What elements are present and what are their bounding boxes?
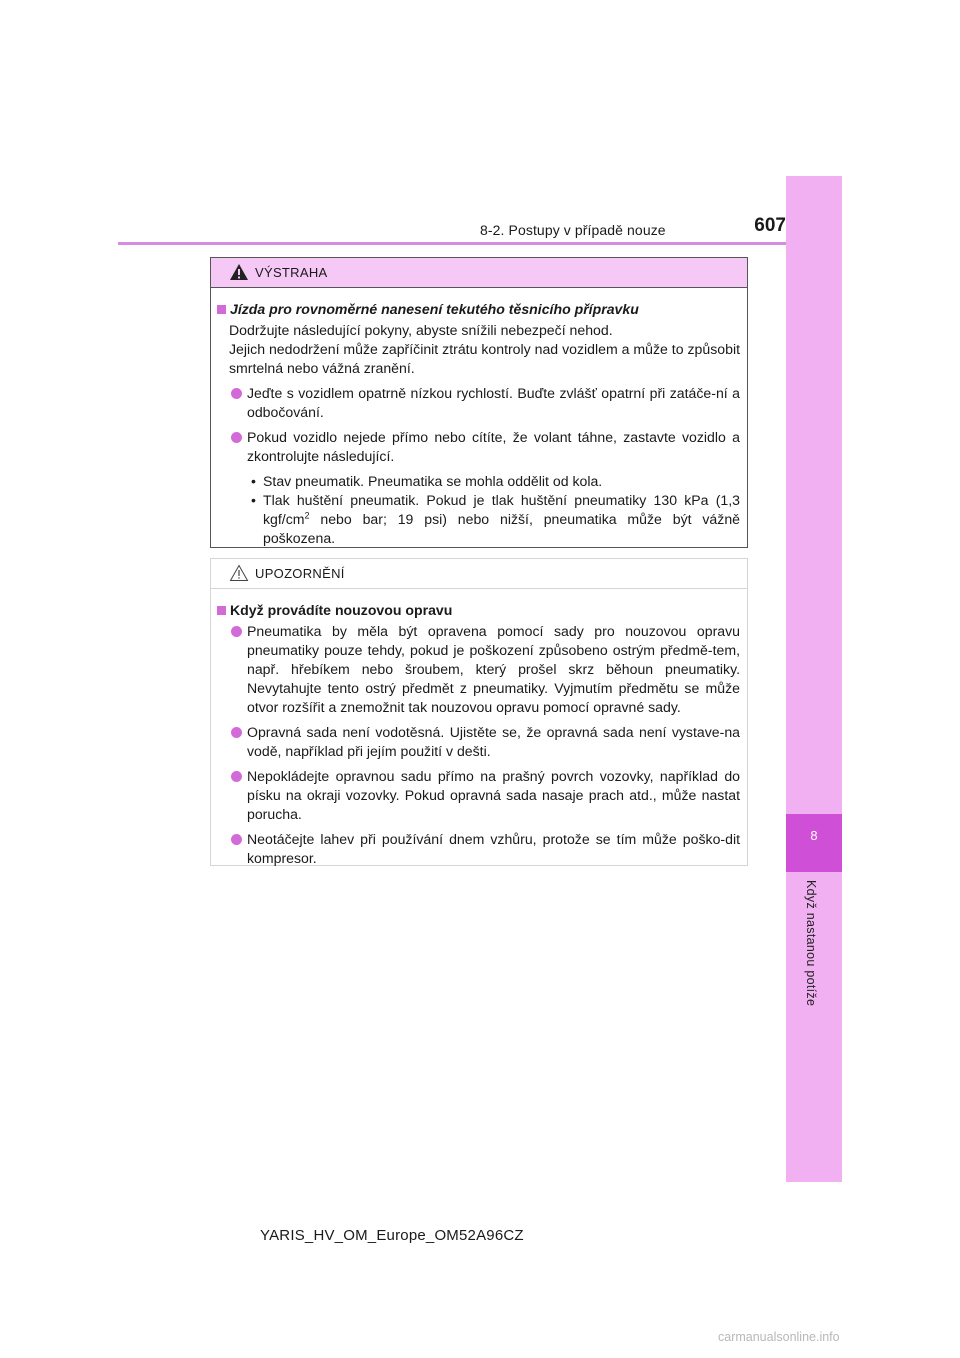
round-bullet-icon [231,432,242,443]
warning-content [211,288,747,548]
caution-content [211,589,747,868]
sub-list-item: • Stav pneumatik. Pneumatika se mohla oddělit od kola. [251,473,603,489]
list-item: Opravná sada není vodotěsná. Ujistěte se, že opravná sada není vystave-na vodě, například při jejím použití v dešti. [217,723,740,761]
list-item: Nepokládejte opravnou sadu přímo na prašný povrch vozovky, například do písku na okraji vozovky. Pokud opravná sada nasaje prach atd., může nastat porucha. [217,767,740,824]
caution-box [210,558,748,866]
warning-paragraph: Dodržujte následující pokyny, abyste snížili nebezpečí nehod. [229,322,613,338]
chapter-side-tab [786,176,842,1182]
list-item: Jeďte s vozidlem opatrně nízkou rychlostí. Buďte zvlášť opatrní při zatáče-ní a odbočování. [217,384,740,422]
section-title: 8-2. Postupy v případě nouze [480,222,666,238]
warning-triangle-icon [229,263,249,281]
caution-label: UPOZORNĚNÍ [255,566,345,581]
round-bullet-icon [231,727,242,738]
caution-triangle-outline-icon [229,564,249,582]
warning-header [211,258,747,288]
watermark: carmanualsonline.info [718,1330,840,1344]
warning-label: VÝSTRAHA [255,265,328,280]
warning-box [210,257,748,548]
warning-section-title: Jízda pro rovnoměrné nanesení tekutého těsnicího přípravku [217,300,740,319]
list-item: Pneumatika by měla být opravena pomocí sady pro nouzovou opravu pneumatiky pouze tehdy, pokud je poškození způsobeno ostrým předmě-tem, např. hřebíkem nebo šroubem, který prošel skrz běhoun pneumatiky. Nevytahujte tento ostrý předmět z pneumatiky. Vyjmutím předmětu se může otvor rozšířit a znemožnit tak nouzovou opravu pomocí opravné sady. [217,622,740,717]
caution-header [211,559,747,589]
round-bullet-icon [231,388,242,399]
round-bullet-icon [231,771,242,782]
list-item: Neotáčejte lahev při používání dnem vzhůru, protože se tím může pоško-dit kompresor. [217,830,740,868]
list-item: Pokud vozidlo nejede přímo nebo cítíte, že volant táhne, zastavte vozidlo a zkontrolujte následující. [217,428,740,466]
dot-bullet-icon: • [251,473,256,489]
square-bullet-icon [217,606,226,615]
chapter-title: Když nastanou potíže [804,880,818,1007]
chapter-number: 8 [810,828,818,843]
chapter-tab-active[interactable] [786,814,842,872]
square-bullet-icon [217,305,226,314]
page-number: 607 [754,215,786,236]
caution-section-title: Když provádíte nouzovou opravu [217,601,740,620]
warning-paragraph: Jejich nedodržení může zapříčinit ztrátu kontroly nad vozidlem a může to způsobit smrtelná nebo vážná zranění. [229,341,740,376]
round-bullet-icon [231,834,242,845]
document-code: YARIS_HV_OM_Europe_OM52A96CZ [260,1227,524,1244]
dot-bullet-icon: • [251,492,256,508]
sub-list-item: • Tlak huštění pneumatik. Pokud je tlak huštění pneumatiky 130 kPa (1,3 kgf/$cm^2$ nebo bar; 19 psi) nebo nižší, pneumatika může být vážně poškozena. [251,492,740,546]
header-divider [118,242,786,245]
round-bullet-icon [231,626,242,637]
